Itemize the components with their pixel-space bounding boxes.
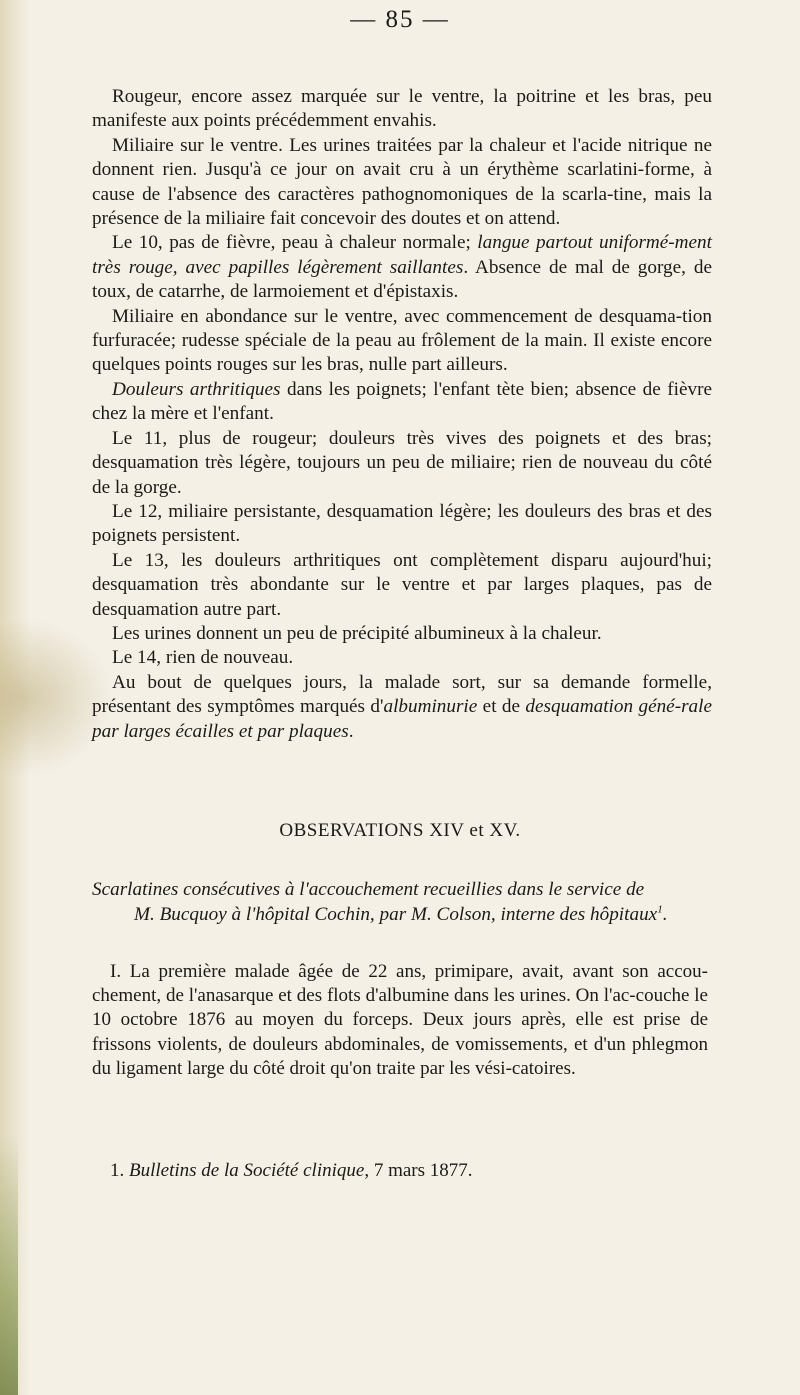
paragraph-text: Le 10, pas de fièvre, peau à chaleur normale; bbox=[112, 232, 478, 254]
paragraph-text: et de bbox=[477, 696, 526, 718]
paragraph-text: Miliaire sur le ventre. Les urines traitées par la chaleur et l'acide nitrique ne donnent rien. Jusqu'à ce jour on avait cru à un érythème scarlatini-forme, à cause de l'absence des caractères pathognomoniques de la scarla-tine, mais la présence de la miliaire fait concevoir des doutes et on attend. bbox=[92, 134, 712, 230]
paragraph-text: Miliaire en abondance sur le ventre, avec commencement de desquama-tion furfuracée; rudesse spéciale de la peau au frôlement de la main. Il existe encore quelques points rouges sur les bras, nulle part ailleurs. bbox=[92, 305, 712, 376]
footnote bbox=[110, 1160, 710, 1182]
subheading-line-2-text: M. Bucquoy à l'hôpital Cochin, par M. Colson, interne des hôpitaux bbox=[134, 904, 658, 925]
section-subheading bbox=[92, 877, 708, 927]
footnote-number: 1. bbox=[110, 1160, 125, 1181]
observation-body-text bbox=[92, 85, 712, 744]
subheading-line-1: Scarlatines consécutives à l'accouchement recueillies dans le service de bbox=[92, 879, 645, 900]
paragraph-text: dans les poignets; l'enfant tète bien; absence de fièvre chez la mère et l'enfant. bbox=[92, 378, 712, 425]
italic-text: albuminurie bbox=[383, 696, 478, 718]
body-paragraph bbox=[92, 646, 712, 670]
italic-text: desquamation géné-rale par larges écailles et par plaques bbox=[92, 696, 712, 742]
paragraph-text: Le 13, les douleurs arthritiques ont complètement disparu aujourd'hui; desquamation très abondante sur le ventre et par larges plaques, pas de desquamation autre part. bbox=[92, 549, 712, 620]
section-heading: OBSERVATIONS XIV et XV. bbox=[279, 820, 521, 841]
paragraph-text: Le 11, plus de rougeur; douleurs très vives des poignets et des bras; desquamation très légère, toujours un peu de miliaire; rien de nouveau du côté de la gorge. bbox=[92, 427, 712, 498]
paragraph-text: Le 12, miliaire persistante, desquamation légère; les douleurs des bras et des poignets persistent. bbox=[92, 500, 712, 547]
body-paragraph bbox=[92, 231, 712, 304]
paragraph-text: Au bout de quelques jours, la malade sort, sur sa demande formelle, présentant des symptômes marqués d' bbox=[92, 671, 712, 718]
body-paragraph bbox=[92, 378, 712, 427]
footnote-reference: 1 bbox=[657, 903, 663, 916]
paragraph-text: Le 14, rien de nouveau. bbox=[112, 647, 294, 669]
paragraph-text: Les urines donnent un peu de précipité albumineux à la chaleur. bbox=[112, 622, 602, 644]
page-edge-stain bbox=[0, 1135, 18, 1395]
italic-text: langue partout uniformé-ment très rouge, avec papilles légèrement saillantes bbox=[92, 232, 712, 278]
footnote-rest: , 7 mars 1877. bbox=[364, 1160, 473, 1181]
case-text bbox=[92, 960, 708, 1081]
page-number: — 85 — bbox=[350, 6, 450, 33]
subheading-end: . bbox=[662, 904, 668, 925]
paragraph-text: . Absence de mal de gorge, de toux, de catarrhe, de larmoiement et d'épistaxis. bbox=[92, 256, 712, 303]
body-paragraph bbox=[92, 549, 712, 622]
body-paragraph bbox=[92, 85, 712, 134]
body-paragraph bbox=[92, 305, 712, 378]
paragraph-text: Rougeur, encore assez marquée sur le ventre, la poitrine et les bras, peu manifeste aux points précédemment envahis. bbox=[92, 86, 712, 132]
italic-text: Douleurs arthritiques bbox=[112, 378, 281, 400]
body-paragraph bbox=[92, 671, 712, 744]
subheading-line-2 bbox=[92, 902, 708, 927]
paragraph-text: . bbox=[348, 720, 354, 742]
case-paragraph: I. La première malade âgée de 22 ans, primipare, avait, avant son accou-chement, de l'anasarque et des flots d'albumine dans les urines. On l'ac-couche le 10 octobre 1876 au moyen du forceps. Deux jours après, elle est prise de frissons violents, de douleurs abdominales, de vomissements, et d'un phlegmon du ligament large du côté droit qu'on traite par les vési-catoires. bbox=[92, 961, 708, 1079]
footnote-title: Bulletins de la Société clinique bbox=[129, 1160, 365, 1181]
body-paragraph bbox=[92, 622, 712, 646]
body-paragraph bbox=[92, 134, 712, 232]
body-paragraph bbox=[92, 500, 712, 549]
body-paragraph bbox=[92, 427, 712, 500]
